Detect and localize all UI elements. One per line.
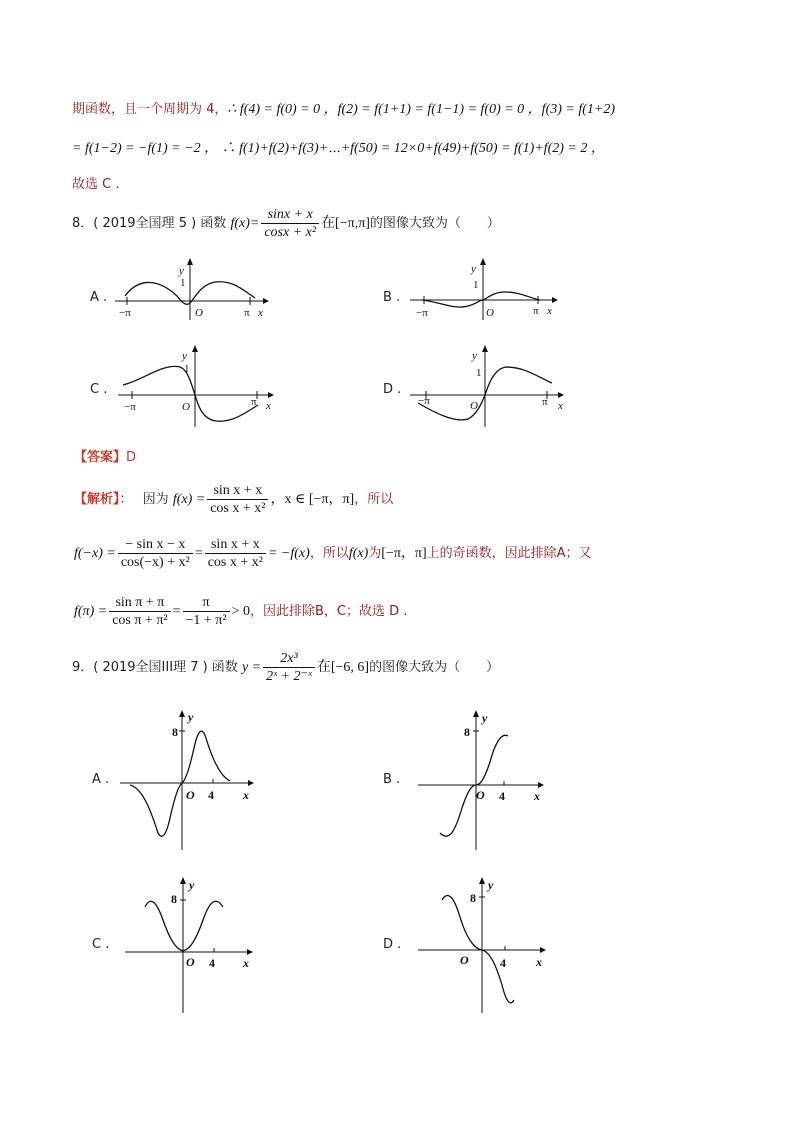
q9-den: 2ˣ + 2⁻ˣ [266, 669, 312, 684]
x-label: x [558, 400, 563, 412]
q8-analysis-3 [74, 594, 407, 629]
answer-label: 【答案】 [74, 450, 127, 465]
four-label: 4 [208, 788, 214, 802]
a3-d1: cos π + π² [112, 613, 168, 628]
a1-dom: ，x ∈ [−π，π] [270, 492, 355, 507]
pi-label: π [244, 307, 250, 319]
x-axis-arrow [263, 298, 269, 304]
y-label: y [488, 878, 494, 892]
origin-label: O [195, 307, 203, 319]
a3-n1: sin π + π [109, 594, 170, 612]
x-axis-arrow [552, 297, 558, 303]
q9-fraction [263, 650, 315, 685]
a2-f: f(−x) = [74, 546, 116, 561]
q8-option-d: D . [383, 382, 402, 397]
neg-pi-label: −π [418, 395, 430, 407]
q8-interval: 在[−π,π] [321, 216, 370, 231]
y-axis-arrow [180, 877, 186, 884]
a3-d2: −1 + π² [185, 613, 227, 628]
y-axis-arrow [187, 258, 193, 265]
q8-option-a: A . [90, 290, 108, 305]
a1-num: sin x + x [207, 482, 268, 500]
one-label: 1 [476, 367, 482, 379]
x-axis-arrow [248, 780, 254, 786]
q9-fy: y = [241, 660, 262, 675]
pi-label: π [251, 396, 257, 408]
a2-fraction-2 [205, 536, 266, 571]
q9-option-d: D . [383, 937, 402, 952]
y-label: y [482, 711, 488, 725]
origin-label: O [476, 788, 485, 802]
x-axis-arrow [247, 949, 253, 955]
q8-fraction [261, 206, 319, 241]
q9-graph-b [418, 708, 558, 853]
x-label: x [243, 788, 249, 802]
y-axis-arrow [473, 710, 479, 717]
origin-label: O [470, 400, 478, 412]
a2-t2: 为 [368, 546, 382, 561]
curve [123, 366, 258, 421]
q8-graph-a [115, 258, 275, 323]
four-label: 4 [499, 789, 505, 803]
q8-fx: f(x)= [230, 216, 260, 231]
y-label: y [471, 263, 476, 275]
q9-num: 2x³ [263, 650, 315, 668]
y-axis-arrow [179, 710, 185, 717]
a1-f: f(x) = [172, 492, 206, 507]
a1-post: ，所以 [354, 492, 394, 507]
x-label: x [243, 956, 249, 970]
a3-eq: = [172, 604, 181, 619]
a3-f: f(π) = [74, 604, 108, 619]
y-axis-arrow [482, 345, 488, 352]
a1-den: cos x + x² [210, 501, 266, 516]
origin-label: O [186, 955, 195, 969]
four-label: 4 [500, 956, 506, 970]
q9-suffix: 的图像大致为（ ） [369, 660, 500, 675]
q8-graph-b [410, 258, 570, 323]
neg-pi-label: −π [124, 401, 136, 413]
y-label: y [189, 878, 195, 892]
q8-den: cosx + x² [264, 225, 317, 240]
origin-label: O [486, 307, 494, 319]
x-label: x [536, 955, 542, 969]
origin-label: O [182, 401, 190, 413]
a3-t: ，因此排除B，C；故选 D . [249, 604, 408, 619]
curve [440, 735, 508, 836]
q8-answer [74, 446, 136, 465]
a3-res: > 0 [231, 604, 250, 619]
y-label: y [188, 710, 194, 724]
a2-eq: = [194, 546, 203, 561]
x-axis-arrow [268, 392, 274, 398]
q9-graph-a [120, 708, 260, 853]
a2-d1: cos(−x) + x² [120, 555, 190, 570]
x-axis-arrow [538, 782, 544, 788]
intro-math-2: = f(1−2) = −f(1) = −2 ， ∴ f(1)+f(2)+f(3)+⋯+f(50) = 12×0+f(49)+f(50) = f(1)+f(2) = 2 ， [72, 141, 605, 156]
q8-graph-c [118, 345, 278, 430]
q9-interval: 在[−6, 6] [316, 660, 370, 675]
a2-t1: ，所以 [309, 546, 349, 561]
eight-label: 8 [172, 725, 178, 739]
a3-fraction-2 [183, 594, 230, 629]
origin-label: O [460, 953, 469, 967]
y-axis-arrow [479, 877, 485, 884]
x-axis-arrow [540, 947, 546, 953]
q9-option-c: C . [92, 937, 110, 952]
intro-math-1: ∴ f(4) = f(0) = 0 ，f(2) = f(1+1) = f(1−1) = f(0) = 0 ，f(3) = f(1+2) [227, 102, 615, 117]
q9-option-a: A . [92, 772, 110, 787]
a2-fx: f(x) [348, 546, 369, 561]
a2-n1: − sin x − x [118, 536, 193, 554]
q8-prefix: 8．( 2019全国理 5 ) 函数 [72, 216, 227, 231]
y-axis-arrow [192, 345, 198, 352]
neg-pi-label: −π [119, 307, 131, 319]
pi-label: π [542, 396, 548, 408]
a2-n2: sin x + x [205, 536, 266, 554]
curve [145, 901, 223, 951]
y-label: y [472, 350, 477, 362]
analysis-colon: ： [119, 492, 133, 507]
intro-text-1: 期函数，且一个周期为 4， [72, 102, 228, 117]
origin-label: O [186, 788, 195, 802]
q8-analysis-1 [74, 482, 393, 517]
q8-num: sinx + x [261, 206, 319, 224]
y-label: y [179, 265, 184, 277]
q8-graph-d [410, 345, 570, 430]
eight-label: 8 [171, 892, 177, 906]
one-label: 1 [180, 277, 186, 289]
q8-analysis-2 [74, 536, 592, 571]
eight-label: 8 [470, 891, 476, 905]
pi-label: π [533, 305, 539, 317]
q8-statement [72, 206, 500, 241]
a3-fraction-1 [109, 594, 170, 629]
x-axis-arrow [558, 392, 564, 398]
x-label: x [534, 789, 540, 803]
q8-option-b: B . [383, 290, 401, 305]
analysis-label: 【解析】 [74, 492, 120, 507]
a1-pre: 因为 [142, 492, 169, 507]
a2-t3: 上的奇函数，因此排除A；又 [426, 546, 592, 561]
curve [442, 895, 514, 1002]
a2-dom: [−π，π] [381, 546, 427, 561]
one-label: 1 [473, 279, 479, 291]
q9-graph-d [418, 875, 558, 1015]
four-label: 4 [209, 956, 215, 970]
eight-label: 8 [464, 725, 470, 739]
x-label: x [547, 305, 552, 317]
x-label: x [266, 400, 271, 412]
curve [130, 731, 230, 836]
q9-prefix: 9．( 2019全国III理 7 ) 函数 [72, 660, 238, 675]
y-label: y [182, 350, 187, 362]
q9-statement [72, 650, 499, 685]
q9-graph-c [125, 875, 265, 1015]
intro-line-2 [72, 137, 605, 157]
a3-n2: π [183, 594, 230, 612]
answer-value: D [126, 450, 137, 465]
q9-option-b: B . [383, 772, 401, 787]
y-axis-arrow [480, 258, 486, 265]
x-label: x [258, 307, 263, 319]
a1-fraction [207, 482, 268, 517]
a2-fraction-1 [118, 536, 193, 571]
q8-option-c: C . [90, 382, 108, 397]
neg-pi-label: −π [416, 307, 428, 319]
a2-res: = −f(x) [267, 546, 310, 561]
one-label: 1 [184, 363, 190, 375]
intro-line-3: 故选 C . [72, 177, 120, 192]
a2-d2: cos x + x² [207, 555, 263, 570]
intro-line-1 [72, 98, 615, 118]
q8-suffix: 的图像大致为（ ） [369, 216, 500, 231]
